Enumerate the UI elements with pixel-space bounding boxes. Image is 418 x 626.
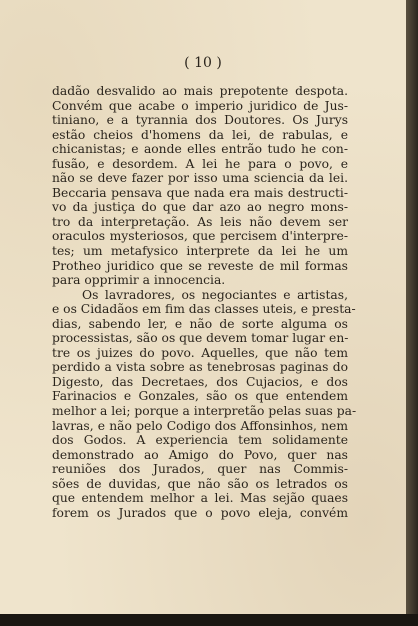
text-line: Os lavradores, os negociantes e artistas,	[82, 287, 348, 302]
text-line: oraculos mysteriosos, que percisem d'interpre-	[52, 229, 348, 244]
text-line: sões de duvidas, que não são os letrados os	[52, 476, 348, 491]
text-line: processistas, são os que devem tomar lugar en-	[52, 331, 349, 346]
text-line: forem os Jurados que o povo eleja, convém	[52, 505, 348, 520]
text-line: Beccaria pensava que nada era mais destructi-	[52, 185, 348, 200]
text-line: dadão desvalido ao mais prepotente despota.	[52, 84, 348, 98]
text-line: tes; um metafysico interprete da lei he um	[52, 244, 348, 259]
text-line: tiniano, e a tyrannia dos Doutores. Os Jurys	[52, 113, 348, 128]
text-line: tre os juizes do povo. Aquelles, que não tem	[52, 345, 348, 360]
text-line: e os Cidadãos em fim das classes uteis, e presta-	[52, 302, 356, 317]
text-line: para opprimir a innocencia.	[52, 273, 226, 288]
text-line: não se deve fazer por isso uma sciencia da lei.	[52, 171, 348, 186]
text-line: dias, sabendo ler, e não de sorte alguma os	[52, 316, 348, 331]
text-line: dos Godos. A experiencia tem solidamente	[52, 433, 348, 448]
book-edge-right	[406, 0, 418, 614]
text-line: estão cheios d'homens da lei, de rabulas, e	[52, 127, 348, 142]
text-line: demonstrado ao Amigo do Povo, quer nas	[52, 447, 348, 462]
text-line: Protheo juridico que se reveste de mil formas	[52, 258, 348, 273]
text-line: Digesto, das Decretaes, dos Cujacios, e dos	[52, 374, 348, 389]
scan-background	[0, 614, 418, 626]
text-line: fusão, e desordem. A lei he para o povo, e	[52, 156, 348, 171]
text-line: que entendem melhor a lei. Mas sejão quaes	[52, 491, 348, 506]
text-line: melhor a lei; porque a interpretão pelas suas pa-	[52, 404, 357, 419]
text-line: Convém que acabe o imperio juridico de Jus-	[52, 98, 348, 113]
text-line: vo da justiça do que dar azo ao negro mons-	[52, 200, 348, 215]
page-number: ( 10 )	[184, 55, 222, 71]
text-line: perdido a vista sobre as tenebrosas paginas do	[52, 360, 348, 375]
text-line: Farinacios e Gonzales, são os que entendem	[52, 389, 348, 404]
text-line: tro da interpretação. As leis não devem ser	[52, 214, 348, 229]
text-line: reuniões dos Jurados, quer nas Commis-	[52, 462, 348, 477]
body-text	[52, 84, 357, 520]
text-line: chicanistas; e aonde elles entrão tudo he con-	[52, 142, 348, 157]
text-line: lavras, e não pelo Codigo dos Affonsinhos, nem	[52, 418, 348, 433]
